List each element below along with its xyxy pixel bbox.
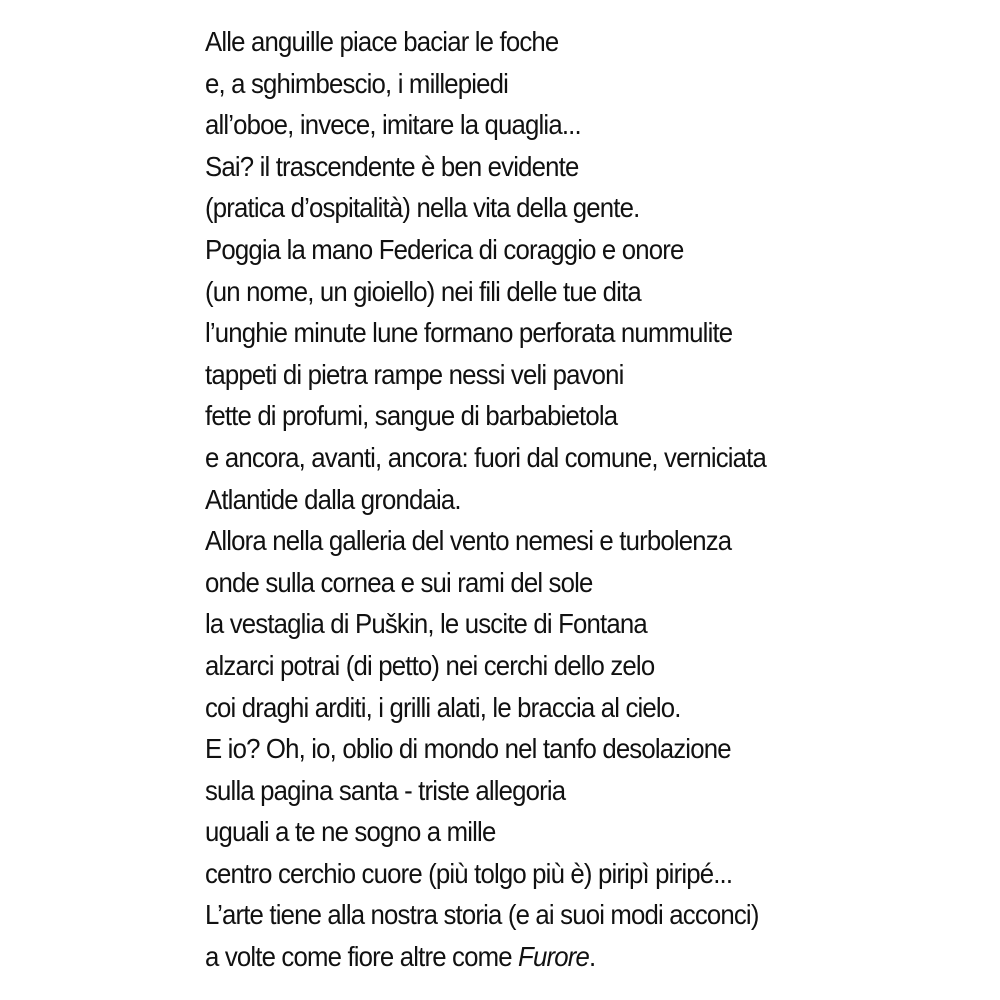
poem-line: Allora nella galleria del vento nemesi e turbolenza (205, 525, 732, 557)
poem-line: tappeti di pietra rampe nessi veli pavoni (205, 358, 624, 390)
poem-line: L’arte tiene alla nostra storia (e ai suoi modi acconci) (205, 899, 759, 931)
last-line-start: a volte come fiore altre come (205, 941, 519, 973)
poem-line: Poggia la mano Federica di coraggio e onore (205, 233, 684, 265)
poem-line: Atlantide dalla grondaia. (205, 483, 461, 515)
poem-line: fette di profumi, sangue di barbabietola (205, 400, 618, 432)
last-line-end: . (588, 941, 596, 973)
poem-line: sulla pagina santa - triste allegoria (205, 774, 566, 806)
poem-line: (un nome, un gioiello) nei fili delle tue dita (205, 275, 641, 307)
poem-line: uguali a te ne sogno a mille (205, 816, 496, 848)
poem-line: e, a sghimbescio, i millepiedi (205, 67, 509, 99)
poem-line: coi draghi arditi, i grilli alati, le braccia al cielo. (205, 691, 681, 723)
poem-line: E io? Oh, io, oblio di mondo nel tanfo desolazione (205, 733, 731, 765)
poem-line: l’unghie minute lune formano perforata nummulite (205, 317, 733, 349)
poem-last-line (205, 936, 923, 978)
poem-text (205, 21, 923, 978)
poem-line: (pratica d’ospitalità) nella vita della gente. (205, 192, 640, 224)
poem-line: all’oboe, invece, imitare la quaglia... (205, 109, 581, 141)
poem-line: onde sulla cornea e sui rami del sole (205, 566, 593, 598)
poem-line: e ancora, avanti, ancora: fuori dal comune, verniciata (205, 441, 766, 473)
poem-line: centro cerchio cuore (più tolgo più è) piripì piripé... (205, 857, 733, 889)
poem-line: Alle anguille piace baciar le foche (205, 26, 559, 57)
poem-line: alzarci potrai (di petto) nei cerchi dello zelo (205, 649, 655, 681)
poem-line: la vestaglia di Puškin, le uscite di Fontana (205, 608, 647, 640)
poem-line: Sai? il trascendente è ben evidente (205, 150, 579, 182)
italic-title-furore: Furore (518, 941, 589, 973)
